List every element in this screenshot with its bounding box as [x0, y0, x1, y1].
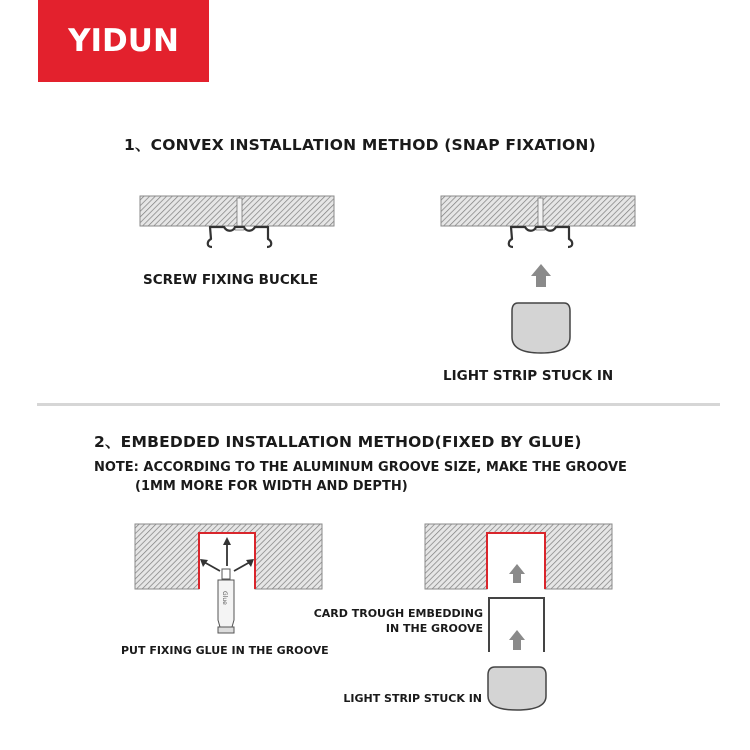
brand-logo-text: YIDUN: [68, 23, 179, 59]
screw-fixing-buckle-diagram: [139, 195, 339, 255]
section1-title: 1、CONVEX INSTALLATION METHOD (SNAP FIXATION): [124, 136, 596, 154]
light-strip-stuck-in-caption-1: LIGHT STRIP STUCK IN: [443, 368, 614, 384]
up-arrow-icon: [509, 564, 525, 583]
card-trough-caption-line2: IN THE GROOVE: [385, 622, 483, 635]
light-strip-snap-diagram: [440, 195, 640, 360]
card-trough-caption-line1: CARD TROUGH EMBEDDING: [313, 607, 483, 620]
light-strip-shape: [512, 303, 570, 353]
section2-note-line2: (1MM MORE FOR WIDTH AND DEPTH): [135, 479, 408, 494]
brand-logo: [38, 0, 209, 82]
section2-note-line1: NOTE: ACCORDING TO THE ALUMINUM GROOVE SIZE, MAKE THE GROOVE: [94, 460, 627, 475]
up-arrow-icon: [509, 630, 525, 650]
glue-tube-label: Glue: [221, 591, 228, 605]
section2-title: 2、EMBEDDED INSTALLATION METHOD(FIXED BY GLUE): [94, 433, 582, 451]
section-divider: [37, 403, 720, 406]
put-fixing-glue-caption: PUT FIXING GLUE IN THE GROOVE: [121, 644, 329, 657]
glue-groove-diagram: [134, 523, 334, 643]
up-arrow-icon: [531, 264, 551, 287]
light-strip-stuck-in-caption-2: LIGHT STRIP STUCK IN: [343, 692, 482, 705]
screw-fixing-buckle-caption: SCREW FIXING BUCKLE: [143, 272, 319, 288]
